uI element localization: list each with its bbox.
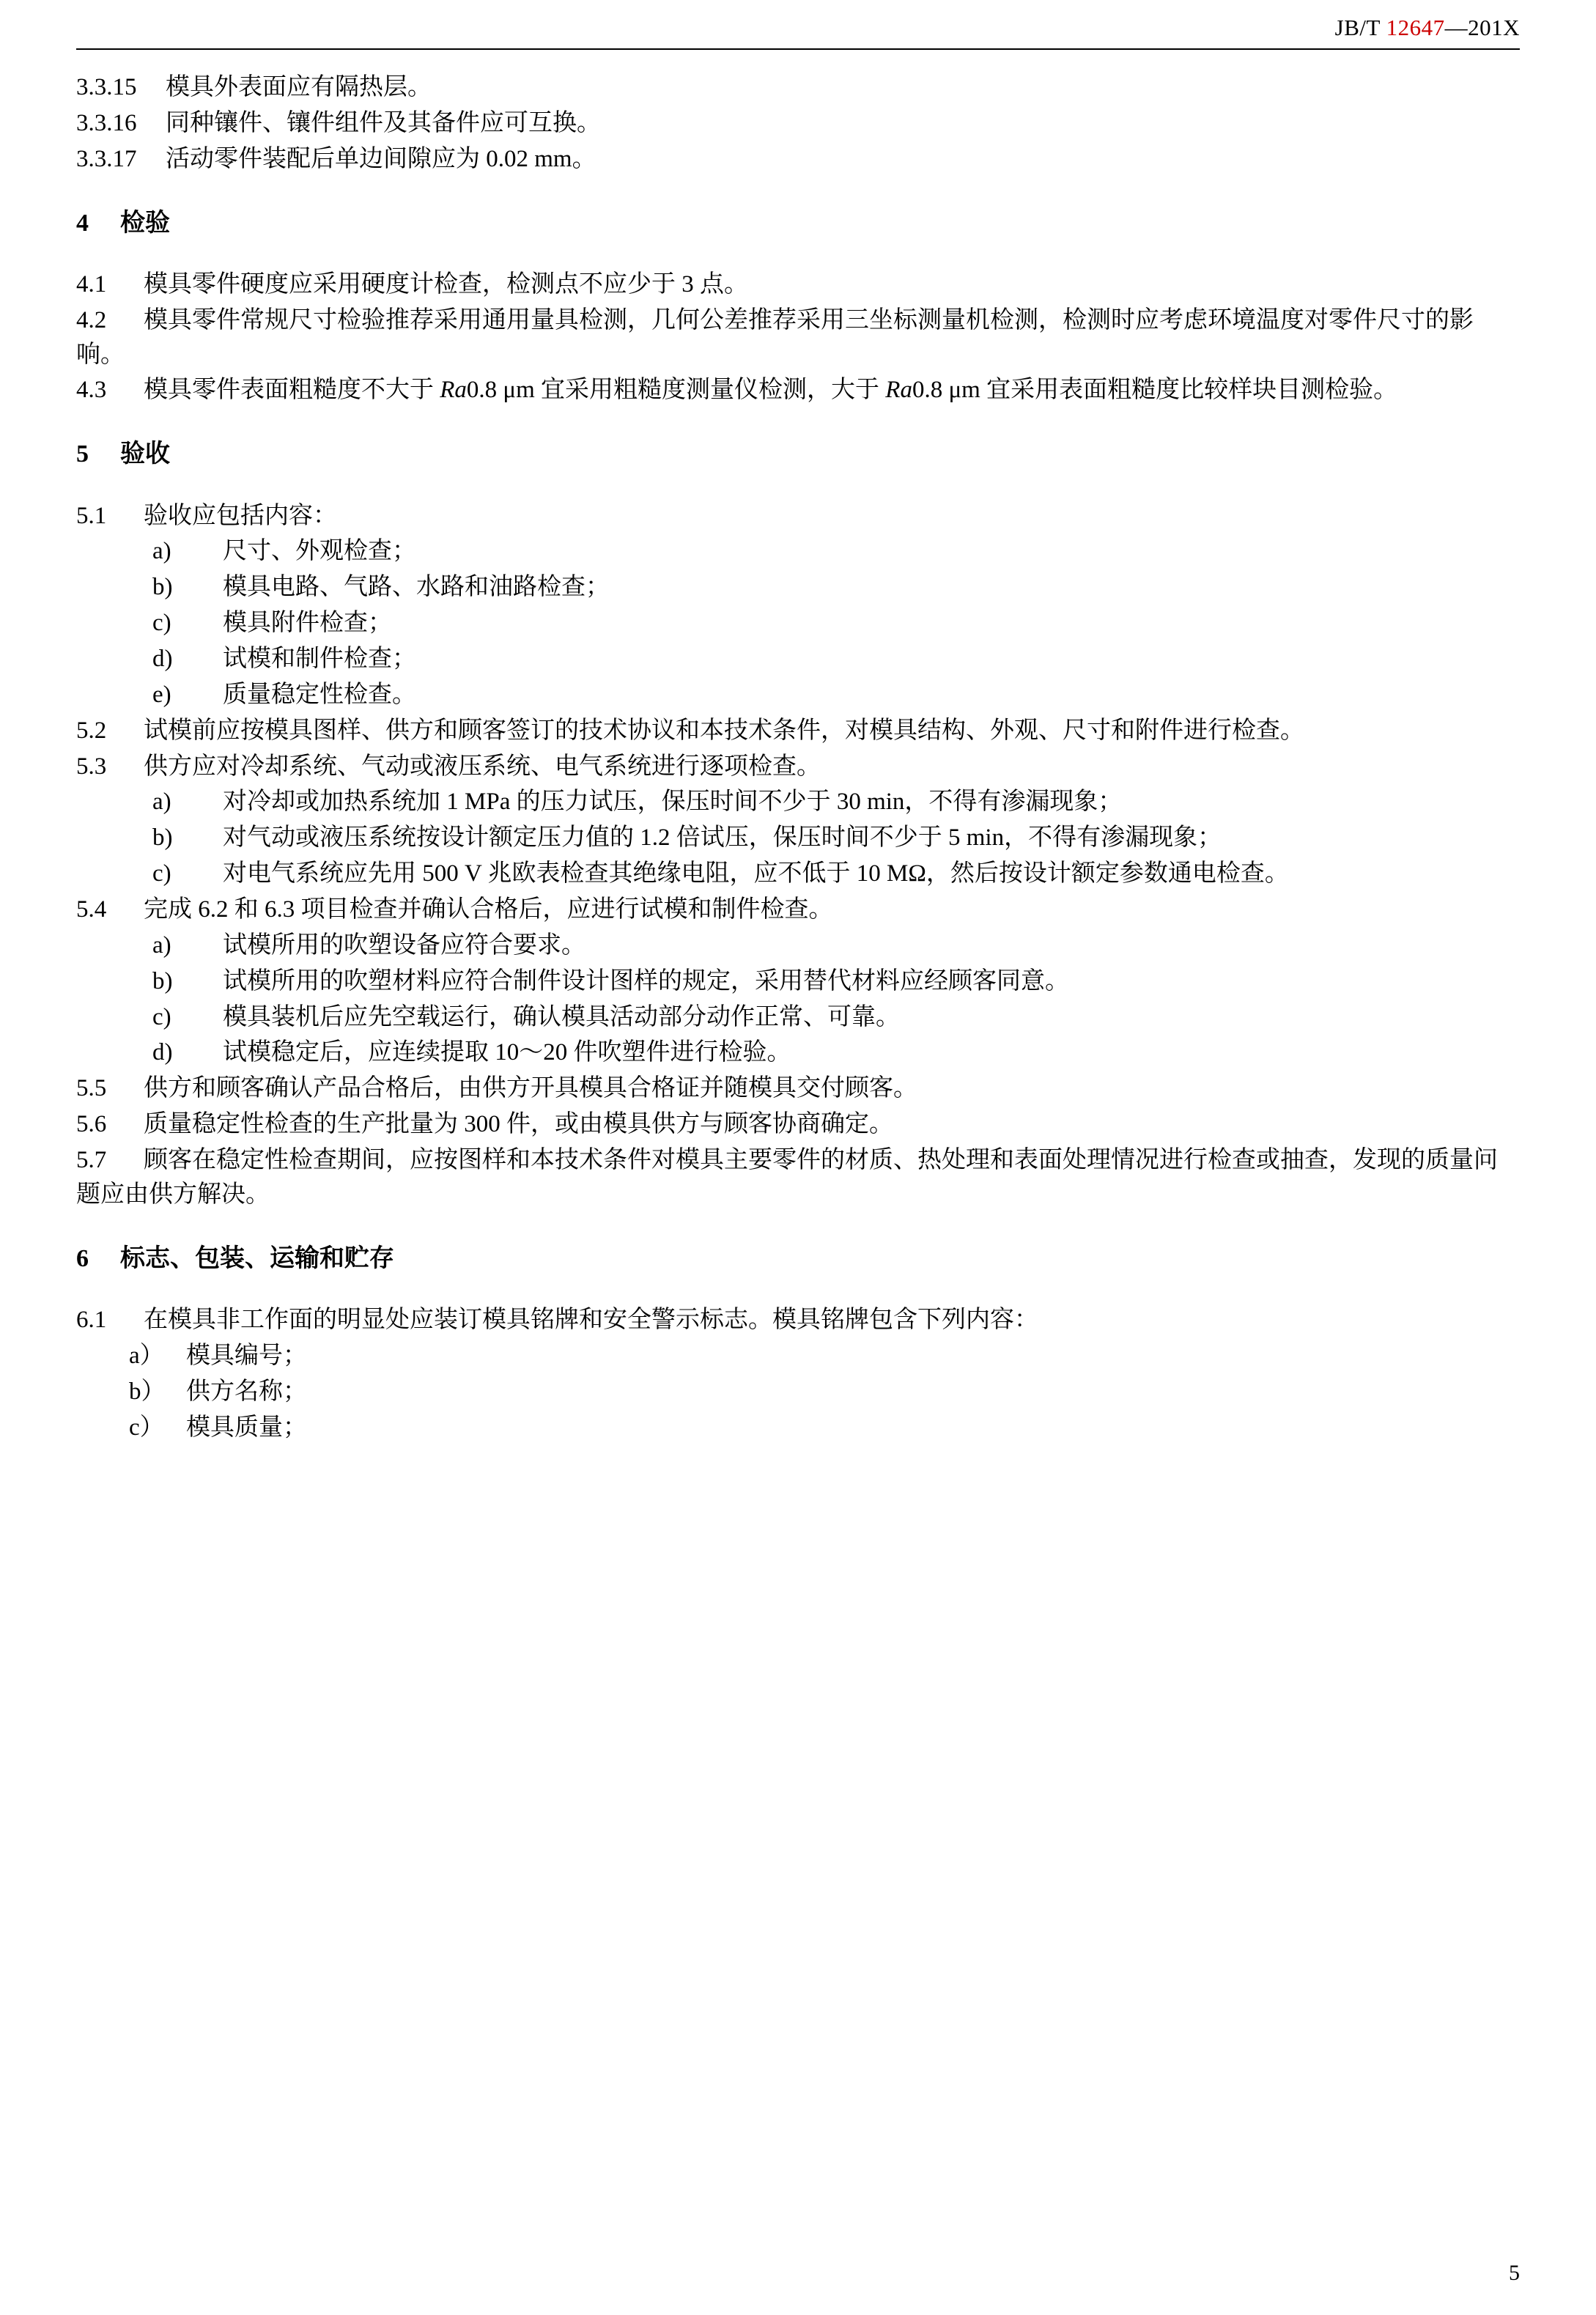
list-item-text: 模具编号； — [186, 1342, 307, 1369]
document-body — [76, 70, 1520, 1444]
list-item — [76, 821, 1520, 855]
list-item-text: 对气动或液压系统按设计额定压力值的 1.2 倍试压，保压时间不少于 5 min，不得有渗漏现象； — [223, 824, 1222, 852]
clause-3-3-15 — [76, 70, 1520, 105]
list-item — [76, 964, 1520, 999]
list-item-text: 尺寸、外观检查； — [223, 538, 416, 565]
section-title: 检验 — [120, 209, 170, 237]
header-standard-suffix: —201X — [1444, 15, 1520, 40]
list-item-text: 模具附件检查； — [223, 610, 392, 637]
section-heading-5 — [76, 437, 1520, 472]
list-item — [76, 534, 1520, 569]
clause-4-3 — [76, 373, 1520, 407]
list-item-text: 模具电路、气路、水路和油路检查； — [223, 574, 610, 601]
section-heading-6 — [76, 1241, 1520, 1277]
clause-number: 5.6 — [76, 1111, 107, 1138]
section-number: 4 — [76, 209, 89, 237]
section-heading-4 — [76, 206, 1520, 241]
list-item-text: 试模稳定后，应连续提取 10～20 件吹塑件进行检验。 — [223, 1039, 791, 1066]
list-item-text: 试模所用的吹塑材料应符合制件设计图样的规定，采用替代材料应经顾客同意。 — [223, 967, 1069, 994]
clause-number: 5.2 — [76, 717, 107, 744]
clause-3-3-17 — [76, 142, 1520, 177]
roughness-symbol-ra-2: Ra — [885, 377, 912, 404]
clause-number: 5.5 — [76, 1075, 107, 1102]
list-5-1 — [76, 534, 1520, 712]
clause-number: 5.4 — [76, 896, 107, 923]
clause-text-mid-2: 0.8 μm 宜采用表面粗糙度比较样块目测检验。 — [912, 377, 1398, 404]
list-marker: d) — [152, 1039, 173, 1066]
list-marker: b) — [152, 824, 173, 852]
list-item — [76, 678, 1520, 712]
list-item-text: 试模所用的吹塑设备应符合要求。 — [223, 931, 585, 959]
clause-number: 5.3 — [76, 753, 107, 780]
list-marker: c） — [129, 1414, 164, 1441]
header-divider — [76, 48, 1520, 50]
clause-text: 同种镶件、镶件组件及其备件应可互换。 — [166, 109, 601, 136]
list-item-text: 对冷却或加热系统加 1 MPa 的压力试压，保压时间不少于 30 min，不得有渗漏现象； — [223, 789, 1123, 816]
list-marker: c) — [152, 860, 171, 887]
clause-number: 5.1 — [76, 502, 107, 529]
list-item — [76, 1000, 1520, 1035]
clause-3-3-16 — [76, 106, 1520, 141]
clause-text: 顾客在稳定性检查期间，应按图样和本技术条件对模具主要零件的材质、热处理和表面处理情况进行检查或抽查，发现的质量问题应由供方解决。 — [76, 1147, 1498, 1208]
clause-5-7 — [76, 1143, 1520, 1212]
clause-number: 4.2 — [76, 306, 107, 333]
list-item-text: 试模和制件检查； — [223, 645, 416, 672]
list-5-3 — [76, 785, 1520, 891]
list-marker: a） — [129, 1342, 164, 1369]
list-item — [76, 857, 1520, 891]
list-item — [76, 928, 1520, 963]
list-item — [76, 1411, 1520, 1445]
section-title: 标志、包装、运输和贮存 — [120, 1244, 394, 1272]
clause-number: 4.3 — [76, 377, 107, 404]
list-marker: b) — [152, 967, 173, 994]
section-title: 验收 — [120, 440, 170, 468]
list-marker: a) — [152, 931, 171, 959]
clause-number: 3.3.15 — [76, 74, 137, 100]
clause-text: 模具零件常规尺寸检验推荐采用通用量具检测，几何公差推荐采用三坐标测量机检测，检测时应考虑环境温度对零件尺寸的影响。 — [76, 306, 1474, 368]
header-standard-number: 12647 — [1386, 15, 1445, 40]
list-5-4 — [76, 928, 1520, 1070]
list-item — [76, 606, 1520, 640]
list-marker: a) — [152, 538, 171, 565]
section-number: 6 — [76, 1244, 89, 1272]
clause-5-2 — [76, 714, 1520, 748]
list-item — [76, 1375, 1520, 1409]
clause-text-pre: 模具零件表面粗糙度不大于 — [144, 377, 440, 404]
clause-6-1 — [76, 1303, 1520, 1337]
list-item — [76, 642, 1520, 676]
clause-5-5 — [76, 1071, 1520, 1106]
clause-text: 活动零件装配后单边间隙应为 0.02 mm。 — [166, 145, 596, 172]
clause-text-mid-1: 0.8 μm 宜采用粗糙度测量仪检测，大于 — [466, 377, 886, 404]
clause-text: 模具零件硬度应采用硬度计检查，检测点不应少于 3 点。 — [144, 270, 748, 298]
page-number: 5 — [1509, 2261, 1520, 2285]
clause-text: 试模前应按模具图样、供方和顾客签订的技术协议和本技术条件，对模具结构、外观、尺寸和附件进行检查。 — [144, 717, 1304, 744]
list-item-text: 模具质量； — [186, 1414, 307, 1441]
clause-text: 供方和顾客确认产品合格后，由供方开具模具合格证并随模具交付顾客。 — [144, 1075, 917, 1102]
clause-text: 供方应对冷却系统、气动或液压系统、电气系统进行逐项检查。 — [144, 753, 821, 780]
header-standard-prefix: JB/T — [1334, 15, 1386, 40]
list-marker: d) — [152, 645, 173, 672]
clause-text: 在模具非工作面的明显处应装订模具铭牌和安全警示标志。模具铭牌包含下列内容： — [144, 1307, 1038, 1333]
clause-5-3 — [76, 750, 1520, 784]
clause-5-6 — [76, 1107, 1520, 1142]
clause-number: 3.3.16 — [76, 109, 137, 136]
roughness-symbol-ra-1: Ra — [440, 377, 467, 404]
list-marker: c) — [152, 610, 171, 637]
clause-number: 4.1 — [76, 270, 107, 298]
clause-4-1 — [76, 267, 1520, 302]
section-number: 5 — [76, 440, 89, 468]
list-marker: c) — [152, 1003, 171, 1030]
clause-number: 3.3.17 — [76, 145, 137, 172]
list-item — [76, 785, 1520, 819]
list-item — [76, 1339, 1520, 1373]
page-header — [76, 0, 1520, 41]
clause-number: 5.7 — [76, 1147, 107, 1174]
clause-text: 验收应包括内容： — [144, 502, 337, 529]
list-item-text: 模具装机后应先空载运行，确认模具活动部分动作正常、可靠。 — [223, 1003, 900, 1030]
list-item — [76, 570, 1520, 605]
clause-4-2 — [76, 303, 1520, 372]
list-marker: b） — [129, 1378, 166, 1405]
list-item — [76, 1035, 1520, 1070]
list-6-1 — [76, 1339, 1520, 1445]
list-item-text: 供方名称； — [186, 1378, 307, 1405]
list-item-text: 对电气系统应先用 500 V 兆欧表检查其绝缘电阻，应不低于 10 MΩ，然后按设计额定参数通电检查。 — [223, 860, 1289, 887]
clause-5-4 — [76, 893, 1520, 927]
clause-5-1 — [76, 499, 1520, 533]
clause-text: 模具外表面应有隔热层。 — [166, 74, 432, 100]
list-marker: b) — [152, 574, 173, 601]
clause-text: 完成 6.2 和 6.3 项目检查并确认合格后，应进行试模和制件检查。 — [144, 896, 833, 923]
list-item-text: 质量稳定性检查。 — [223, 681, 416, 708]
list-marker: a) — [152, 789, 171, 816]
list-marker: e) — [152, 681, 171, 708]
clause-text: 质量稳定性检查的生产批量为 300 件，或由模具供方与顾客协商确定。 — [144, 1111, 893, 1138]
clause-number: 6.1 — [76, 1307, 107, 1333]
